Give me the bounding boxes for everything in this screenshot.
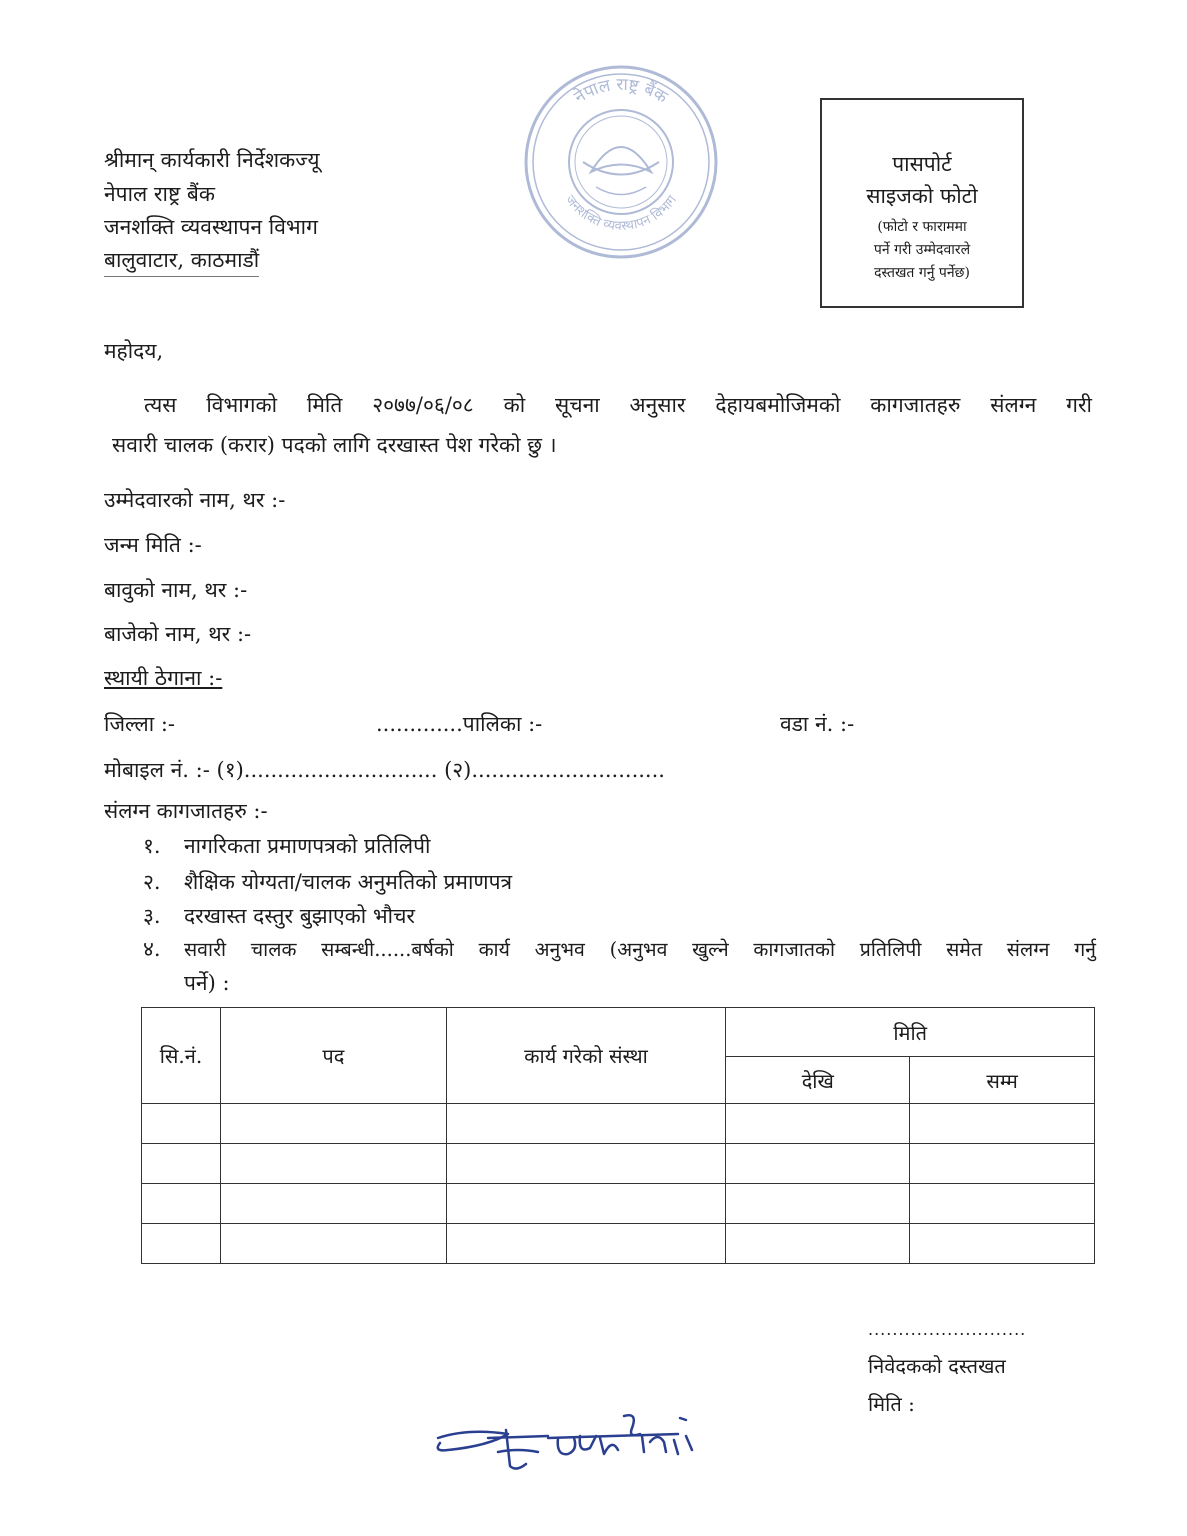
col-header-post: पद — [220, 1008, 446, 1104]
candidate-name-label: उम्मेदवारको नाम, थर :- — [104, 488, 286, 512]
photo-box-title-1: पासपोर्ट — [892, 152, 952, 176]
attachment-item-4: सवारी चालक सम्बन्धी......बर्षको कार्य अनुभव (अनुभव खुल्ने कागजातको प्रतिलिपी समेत संलग्न गर्नु — [184, 938, 1096, 961]
photo-box-title-2: साइजको फोटो — [866, 184, 978, 208]
ward-label: वडा नं. :- — [780, 712, 855, 736]
table-cell[interactable] — [910, 1184, 1095, 1224]
addressee-line-1: श्रीमान् कार्यकारी निर्देशकज्यू — [104, 148, 320, 172]
district-label: जिल्ला :- — [104, 712, 176, 736]
table-row — [142, 1184, 1095, 1224]
table-cell[interactable] — [220, 1184, 446, 1224]
table-cell[interactable] — [142, 1184, 221, 1224]
date-label: मिति : — [868, 1392, 915, 1416]
addressee-line-3: जनशक्ति व्यवस्थापन विभाग — [104, 215, 318, 239]
attachment-num-1: १. — [143, 834, 161, 858]
attachment-num-3: ३. — [143, 904, 161, 928]
table-cell[interactable] — [446, 1224, 726, 1264]
attachment-item-2: शैक्षिक योग्यता/चालक अनुमतिको प्रमाणपत्र — [184, 870, 513, 894]
table-cell[interactable] — [910, 1104, 1095, 1144]
col-header-serial-number: सि.नं. — [142, 1008, 221, 1104]
table-cell[interactable] — [446, 1184, 726, 1224]
attachment-item-4-continued: पर्ने) : — [184, 971, 230, 995]
photo-box-note-1: (फोटो र फाराममा — [877, 219, 967, 235]
intro-line-2: सवारी चालक (करार) पदको लागि दरखास्त पेश गरेको छु । — [112, 433, 557, 457]
photo-box-note-2: पर्ने गरी उम्मेदवारले — [873, 242, 971, 258]
work-experience-table — [141, 1007, 1095, 1264]
mobile-label: मोबाइल नं. :- (१)............................. (२)............................. — [104, 758, 665, 782]
col-header-date: मिति — [726, 1008, 1095, 1057]
father-name-label: बावुको नाम, थर :- — [104, 578, 248, 602]
table-cell[interactable] — [726, 1104, 910, 1144]
table-cell[interactable] — [142, 1224, 221, 1264]
addressee-line-4: बालुवाटार, काठमाडौं — [104, 246, 259, 277]
signature-dotted-line: .......................... — [868, 1320, 1027, 1339]
seal-top-text: नेपाल राष्ट्र बैंक — [570, 74, 671, 108]
passport-photo-box — [820, 98, 1024, 308]
svg-text:नेपाल राष्ट्र बैंक — [570, 75, 671, 108]
attachment-item-1: नागरिकता प्रमाणपत्रको प्रतिलिपी — [184, 834, 431, 858]
table-cell[interactable] — [910, 1144, 1095, 1184]
addressee-line-2: नेपाल राष्ट्र बैंक — [104, 182, 216, 206]
permanent-address-label: स्थायी ठेगाना :- — [104, 666, 223, 690]
photo-box-note-3: दस्तखत गर्नु पर्नेछ) — [874, 265, 970, 281]
table-cell[interactable] — [220, 1224, 446, 1264]
table-cell[interactable] — [220, 1104, 446, 1144]
table-cell[interactable] — [726, 1184, 910, 1224]
grandfather-name-label: बाजेको नाम, थर :- — [104, 622, 252, 646]
table-cell[interactable] — [142, 1144, 221, 1184]
salutation: महोदय, — [104, 339, 164, 363]
col-header-from: देखि — [726, 1057, 910, 1104]
date-of-birth-label: जन्म मिति :- — [104, 533, 202, 557]
municipality-label: .............पालिका :- — [376, 712, 543, 736]
attachment-num-4: ४. — [143, 937, 161, 961]
handwritten-signature-icon — [428, 1408, 713, 1478]
table-cell[interactable] — [142, 1104, 221, 1144]
table-row — [142, 1224, 1095, 1264]
office-seal-stamp-icon — [521, 62, 721, 262]
col-header-organization: कार्य गरेको संस्था — [446, 1008, 726, 1104]
col-header-to: सम्म — [910, 1057, 1095, 1104]
table-row — [142, 1144, 1095, 1184]
table-cell[interactable] — [910, 1224, 1095, 1264]
attachment-item-3: दरखास्त दस्तुर बुझाएको भौचर — [184, 904, 416, 928]
intro-line-1: त्यस विभागको मिति २०७७/०६/०८ को सूचना अनुसार देहायबमोजिमको कागजातहरु संलग्न गरी — [144, 393, 1092, 417]
table-cell[interactable] — [220, 1144, 446, 1184]
table-cell[interactable] — [446, 1104, 726, 1144]
table-cell[interactable] — [726, 1144, 910, 1184]
table-cell[interactable] — [446, 1144, 726, 1184]
table-row — [142, 1104, 1095, 1144]
attachment-num-2: २. — [143, 870, 161, 894]
applicant-signature-label: निवेदकको दस्तखत — [868, 1354, 1006, 1378]
seal-bottom-text: जनशक्ति व्यवस्थापन विभाग — [561, 192, 681, 234]
attachments-heading: संलग्न कागजातहरु :- — [104, 799, 268, 823]
table-cell[interactable] — [726, 1224, 910, 1264]
